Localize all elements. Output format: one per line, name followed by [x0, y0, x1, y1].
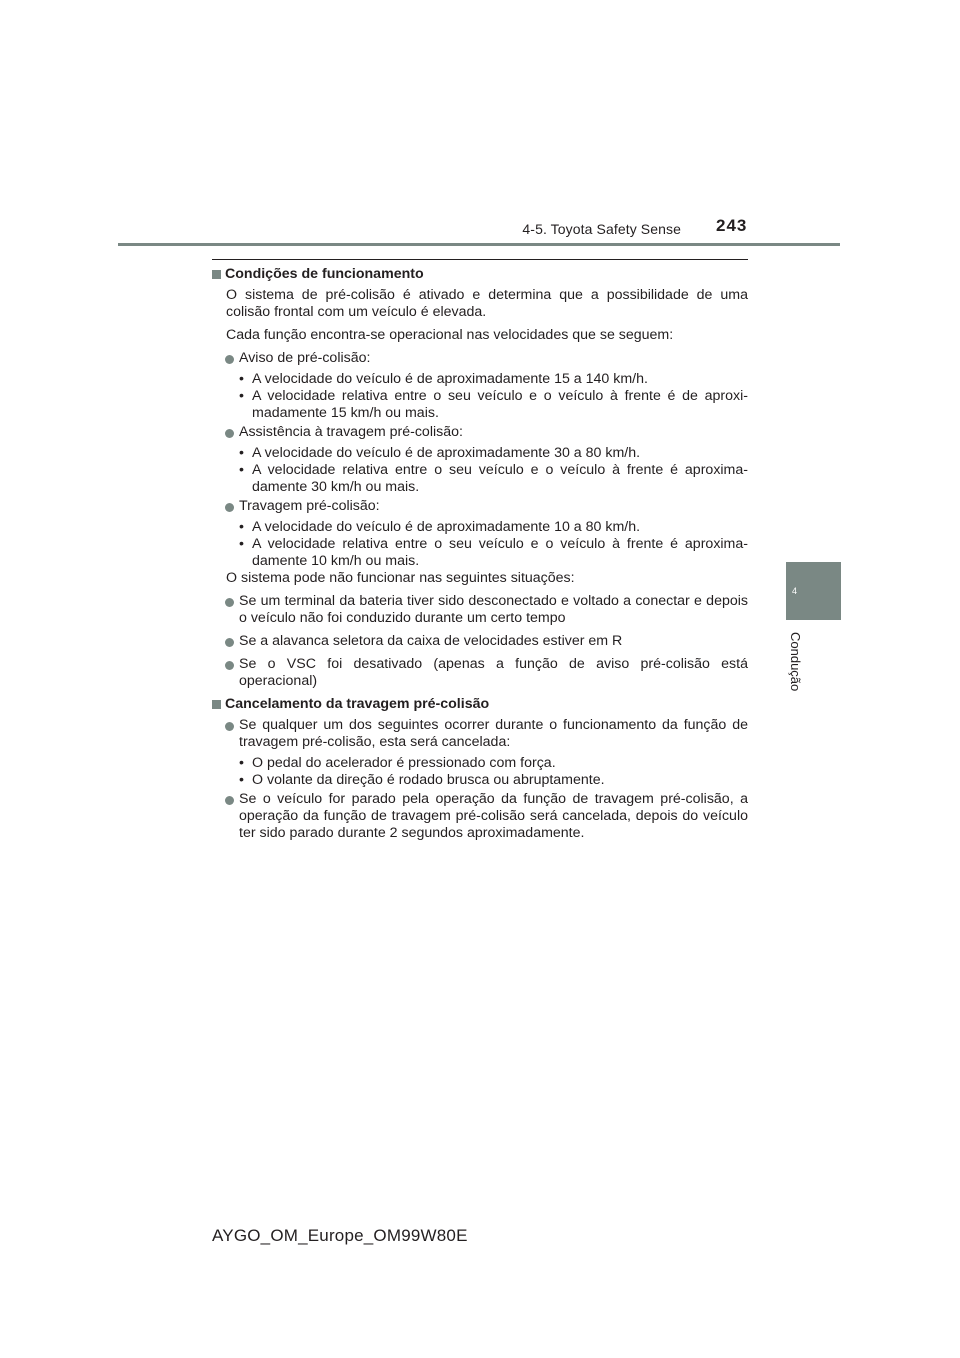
square-bullet-icon [212, 700, 221, 709]
circle-bullet-icon [225, 355, 234, 364]
circle-bullet-icon [225, 722, 234, 731]
page-number: 243 [716, 216, 748, 235]
function-label: Assistência à travagem pré-colisão: [212, 424, 748, 441]
condition-item: • A velocidade do veículo é de aproximadamente 15 a 140 km/h. [239, 371, 648, 387]
function-conditions [212, 445, 748, 496]
chapter-number: 4 [792, 586, 798, 596]
circle-bullet-icon [225, 429, 234, 438]
chapter-tab [786, 562, 841, 620]
paragraph-intro: O sistema de pré-colisão é ativado e determina que a possibilidade de uma colisão frontal com um veículo é elevada. [226, 287, 748, 320]
paragraph-speeds-intro: Cada função encontra-se operacional nas velocidades que se seguem: [226, 327, 674, 343]
header-rule [118, 243, 840, 246]
function-label: Travagem pré-colisão: [212, 498, 748, 515]
condition-item: • O pedal do acelerador é pressionado com força. [239, 755, 556, 771]
page-content [212, 266, 748, 846]
cancel-item: Se qualquer um dos seguintes ocorrer durante o funcionamento da função de travagem pré-colisão, esta será cancelada: [212, 717, 748, 751]
content-rule [212, 259, 748, 260]
condition-item: • A velocidade relativa entre o seu veículo e o veículo à frente é de aproxi-madamente 15 km/h ou mais. [239, 388, 748, 421]
running-header-title: 4-5. Toyota Safety Sense [522, 221, 681, 237]
not-working-item: Se a alavanca seletora da caixa de velocidades estiver em R [212, 633, 748, 650]
not-working-item: Se um terminal da bateria tiver sido desconectado e voltado a conectar e depois o veículo não foi conduzido durante um certo tempo [212, 593, 748, 627]
circle-bullet-icon [225, 503, 234, 512]
section-heading-cancel: Cancelamento da travagem pré-colisão [212, 696, 748, 713]
section-heading-operating: Condições de funcionamento [212, 266, 748, 283]
circle-bullet-icon [225, 796, 234, 805]
condition-item: • A velocidade relativa entre o seu veículo e o veículo à frente é aproxima-damente 10 km/h ou mais. [239, 536, 748, 569]
function-conditions [212, 519, 748, 570]
circle-bullet-icon [225, 598, 234, 607]
function-label: Aviso de pré-colisão: [212, 350, 748, 367]
chapter-label-text: Condução [788, 632, 803, 692]
condition-item: • A velocidade do veículo é de aproximadamente 30 a 80 km/h. [239, 445, 641, 461]
condition-item: • A velocidade do veículo é de aproximadamente 10 a 80 km/h. [239, 519, 641, 535]
document-code: AYGO_OM_Europe_OM99W80E [212, 1226, 468, 1245]
cancel-conditions [212, 755, 748, 789]
circle-bullet-icon [225, 638, 234, 647]
not-working-item: Se o VSC foi desativado (apenas a função de aviso pré-colisão está operacional) [212, 656, 748, 690]
circle-bullet-icon [225, 661, 234, 670]
condition-item: • A velocidade relativa entre o seu veículo e o veículo à frente é aproxima-damente 30 km/h ou mais. [239, 462, 748, 495]
condition-item: • O volante da direção é rodado brusca ou abruptamente. [239, 772, 605, 788]
function-conditions [212, 371, 748, 422]
paragraph-not-working-intro: O sistema pode não funcionar nas seguintes situações: [226, 570, 575, 586]
square-bullet-icon [212, 270, 221, 279]
chapter-label [788, 632, 802, 700]
cancel-item: Se o veículo for parado pela operação da função de travagem pré-colisão, a operação da função de travagem pré-colisão será cancelada, depois do veículo ter sido parado durante 2 segundos aproximadamente. [212, 791, 748, 842]
